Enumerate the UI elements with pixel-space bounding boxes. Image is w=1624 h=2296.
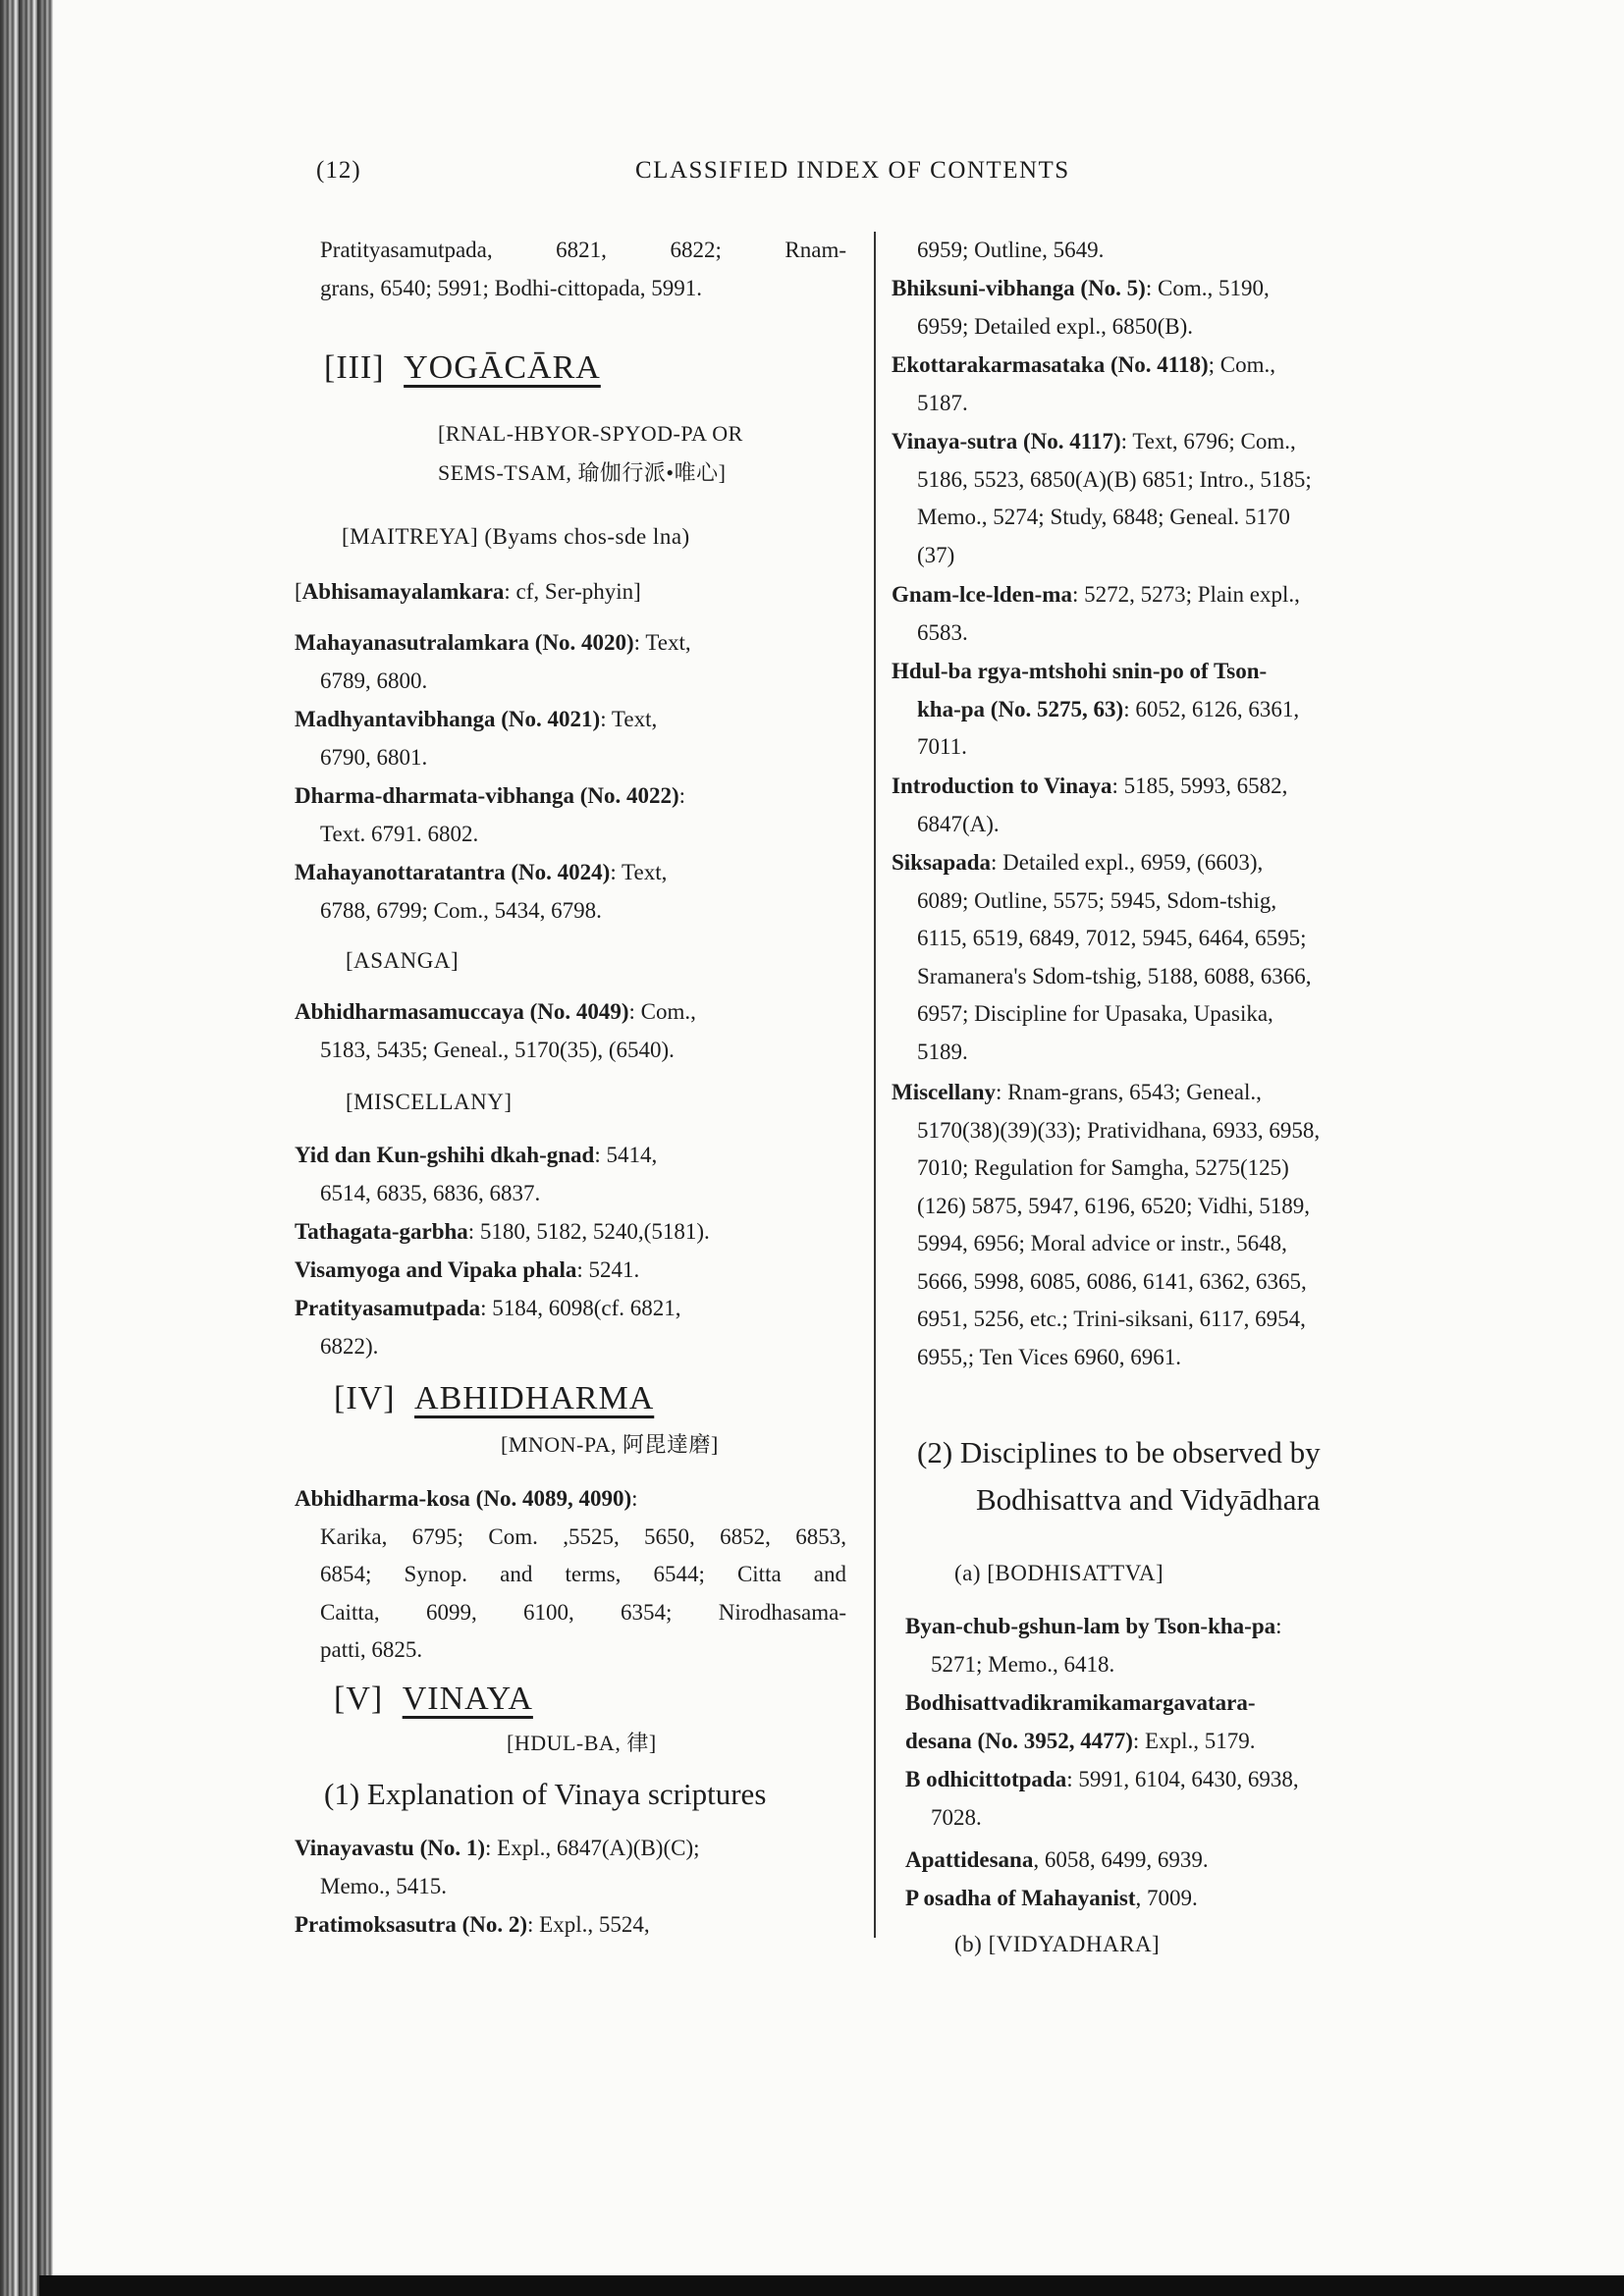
intro-line-2: grans, 6540; 5991; Bodhi-cittopada, 5991. [320, 275, 703, 300]
entry-continuation: Memo., 5274; Study, 6848; Geneal. 5170 [917, 505, 1290, 529]
entry-continuation: 5666, 5998, 6085, 6086, 6141, 6362, 6365, [917, 1268, 1307, 1294]
entry-title: Introduction to Vinaya [892, 774, 1112, 798]
entry-bhiksuni-vibhanga [892, 270, 1443, 346]
entry-posadha [905, 1880, 1457, 1918]
entry-apattidesana [905, 1842, 1457, 1880]
entry-rest: : Expl., 5524, [527, 1912, 650, 1937]
entry-rest: : Text, [633, 630, 691, 655]
section-roman: [IV] [334, 1380, 396, 1416]
continued-entry [892, 232, 1443, 270]
entry-continuation: Text. 6791. 6802. [320, 821, 479, 846]
maitreya-heading: [MAITREYA] (Byams chos-sde lna) [342, 524, 690, 549]
entry-rest: : Expl., 6847(A)(B)(C); [485, 1836, 700, 1860]
entry-vinayavastu [295, 1830, 846, 1905]
entry-miscellany [892, 1074, 1443, 1376]
entry-title: Apattidesana [905, 1847, 1034, 1872]
entry-rest: : [678, 783, 686, 808]
entry-continuation: 6788, 6799; Com., 5434, 6798. [320, 897, 602, 923]
subsection-explanation: (1) Explanation of Vinaya scriptures [324, 1777, 767, 1811]
entry-continuation: 5183, 5435; Geneal., 5170(35), (6540). [320, 1037, 675, 1062]
entry-continuation: 6514, 6835, 6836, 6837. [320, 1180, 541, 1205]
entry-rest: , 7009. [1135, 1886, 1198, 1910]
entry-abhidharma-kosa [295, 1480, 846, 1670]
entry-continuation: (126) 5875, 5947, 6196, 6520; Vidhi, 5189, [917, 1193, 1311, 1218]
page-header [316, 157, 1298, 192]
entry-title: Gnam-lce-lden-ma [892, 582, 1072, 607]
running-title: CLASSIFIED INDEX OF CONTENTS [635, 157, 1070, 184]
entry-rest: : Text, [600, 707, 658, 731]
entry-ekottarakarmasataka [892, 347, 1443, 422]
section-iv-heading [334, 1380, 654, 1417]
entry-title: Mahayanottaratantra (No. 4024) [295, 860, 611, 884]
scan-bottom-edge [39, 2275, 1624, 2296]
entry-continuation: 6854; Synop. and terms, 6544; Citta and [320, 1562, 846, 1586]
entry-continuation: 6951, 5256, etc.; Trini-siksani, 6117, 6954, [917, 1307, 1306, 1331]
entry-title: Dharma-dharmata-vibhanga (No. 4022) [295, 783, 679, 808]
intro-entry [295, 232, 846, 307]
entry-continuation: 6957; Discipline for Upasaka, Upasika, [917, 1001, 1273, 1026]
vidyadhara-heading: (b) [VIDYADHARA] [954, 1932, 1161, 1956]
entry-continuation: patti, 6825. [320, 1637, 423, 1662]
entry-rest: : 5185, 5993, 6582, [1111, 774, 1288, 798]
subsection-line-2: Bodhisattva and Vidyādhara [976, 1482, 1321, 1517]
entry-tathagata-garbha [295, 1213, 846, 1252]
entry-continuation: Caitta, 6099, 6100, 6354; Nirodhasama- [320, 1599, 846, 1625]
entry-continuation: 7028. [931, 1804, 982, 1830]
entry-title-cont: desana (No. 3952, 4477) [905, 1728, 1133, 1753]
entry-continuation: 5170(38)(39)(33); Pratividhana, 6933, 6958, [917, 1117, 1321, 1143]
section-roman: [III] [324, 349, 385, 386]
entry-rest: : Text, [610, 860, 668, 884]
entry-mahayanottaratantra [295, 854, 846, 930]
entry-continuation: 6789, 6800. [320, 667, 428, 693]
entry-continuation: 6583. [917, 619, 968, 645]
entry-vinaya-sutra [892, 423, 1443, 574]
entry-title: Pratityasamutpada [295, 1296, 481, 1320]
entry-rest: : 5241. [576, 1257, 640, 1282]
section-iii-heading [324, 349, 601, 387]
entry-rest: : [631, 1486, 638, 1511]
entry-title-cont: kha-pa (No. 5275, 63) [917, 696, 1124, 721]
entry-rest: : cf, Ser-phyin] [504, 579, 641, 604]
entry-mahayanasutralamkara [295, 624, 846, 700]
entry-rest: : 6052, 6126, 6361, [1123, 696, 1300, 721]
entry-continuation: 6790, 6801. [320, 744, 428, 770]
section-roman: [V] [334, 1681, 384, 1717]
entry-title: Vinayavastu (No. 1) [295, 1836, 486, 1860]
section-iii-tibetan [438, 414, 743, 493]
entry-title: Yid dan Kun-gshihi dkah-gnad [295, 1143, 595, 1167]
entry-rest: : Text, 6796; Com., [1120, 429, 1296, 454]
entry-continuation: 5186, 5523, 6850(A)(B) 6851; Intro., 5185; [917, 466, 1312, 492]
section-v-heading [334, 1681, 533, 1718]
entry-continuation: 5189. [917, 1039, 968, 1064]
entry-title: Madhyantavibhanga (No. 4021) [295, 707, 601, 731]
entry-title: Siksapada [892, 850, 992, 875]
entry-continuation: 6822). [320, 1333, 379, 1359]
entry-title: Tathagata-garbha [295, 1219, 468, 1244]
entry-gnam-lce [892, 576, 1443, 652]
entry-continuation: Memo., 5415. [320, 1873, 448, 1898]
entry-yid-dan [295, 1137, 846, 1212]
entry-title: Abhidharmasamuccaya (No. 4049) [295, 999, 629, 1024]
entry-rest: : Com., 5190, [1145, 276, 1270, 300]
entry-title: Byan-chub-gshun-lam by Tson-kha-pa [905, 1614, 1276, 1638]
entry-rest: : Com., [628, 999, 696, 1024]
entry-pratimoksasutra [295, 1906, 846, 1945]
entry-rest: : Expl., 5179. [1132, 1728, 1256, 1753]
section-title: ABHIDHARMA [414, 1380, 655, 1416]
entry-introduction-vinaya [892, 768, 1443, 843]
bodhisattva-heading: (a) [BODHISATTVA] [954, 1561, 1164, 1585]
entry-continuation: 7010; Regulation for Samgha, 5275(125) [917, 1155, 1289, 1180]
entry-byan-chub [905, 1608, 1457, 1683]
entry-title: Ekottarakarmasataka (No. 4118) [892, 352, 1209, 377]
entry-dharma-dharmata [295, 777, 846, 853]
entry-continuation: 6847(A). [917, 811, 1000, 836]
entry-title: Vinaya-sutra (No. 4117) [892, 429, 1121, 454]
entry-title: Visamyoga and Vipaka phala [295, 1257, 577, 1282]
entry-bodhicittotpada [905, 1761, 1457, 1837]
entry-continuation: 5187. [917, 390, 968, 415]
entry-rest: : [1275, 1614, 1282, 1638]
entry-siksapada [892, 844, 1443, 1071]
entry-pratityasamutpada [295, 1290, 846, 1365]
entry-rest: : 5272, 5273; Plain expl., [1071, 582, 1300, 607]
entry-title: P osadha of Mahayanist [905, 1886, 1136, 1910]
column-divider [874, 232, 876, 1938]
page-number: (12) [316, 157, 361, 184]
scan-binding-edge [0, 0, 53, 2296]
entry-continuation: 6089; Outline, 5575; 5945, Sdom-tshig, [917, 887, 1277, 913]
entry-continuation: Sramanera's Sdom-tshig, 5188, 6088, 6366, [917, 963, 1312, 988]
section-title: VINAYA [402, 1681, 533, 1717]
entry-rest: : Detailed expl., 6959, (6603), [991, 850, 1264, 875]
section-v-tibetan: [HDUL-BA, 律] [507, 1731, 657, 1755]
section-title: YOGĀCĀRA [404, 349, 601, 386]
tib-line-2: SEMS-TSAM, 瑜伽行派•唯心] [438, 460, 727, 485]
miscellany-heading: [MISCELLANY] [346, 1090, 513, 1114]
entry-continuation: 5271; Memo., 6418. [931, 1651, 1115, 1677]
entry-continuation: Karika, 6795; Com. ,5525, 5650, 6852, 6853, [320, 1523, 846, 1549]
entry-title: B odhicittotpada [905, 1767, 1067, 1791]
entry-rest: : 5991, 6104, 6430, 6938, [1066, 1767, 1299, 1791]
intro-line-1: Pratityasamutpada, 6821, 6822; Rnam- [320, 238, 846, 262]
tib-line-1: [RNAL-HBYOR-SPYOD-PA OR [438, 421, 743, 446]
entry-rest: : 5414, [594, 1143, 658, 1167]
entry-title: Bodhisattvadikramikamargavatara- [905, 1690, 1256, 1715]
entry-rest: : Rnam-grans, 6543; Geneal., [996, 1080, 1262, 1104]
entry-madhyantavibhanga [295, 701, 846, 776]
section-iv-tibetan: [MNON-PA, 阿毘達磨] [501, 1432, 719, 1457]
entry-title: Mahayanasutralamkara (No. 4020) [295, 630, 634, 655]
entry-rest: : 5184, 6098(cf. 6821, [480, 1296, 681, 1320]
entry-visamyoga [295, 1252, 846, 1290]
entry-rest: ; Com., [1208, 352, 1276, 377]
subsection-line-1: (2) Disciplines to be observed by [917, 1435, 1321, 1469]
entry-continuation: 5994, 6956; Moral advice or instr., 5648, [917, 1231, 1287, 1255]
entry-title: Hdul-ba rgya-mtshohi snin-po of Tson- [892, 659, 1268, 683]
entry-title: Abhidharma-kosa (No. 4089, 4090) [295, 1486, 632, 1511]
entry-rest: : 5180, 5182, 5240,(5181). [467, 1219, 710, 1244]
entry-continuation: 6959; Detailed expl., 6850(B). [917, 313, 1194, 339]
entry-continuation: 6115, 6519, 6849, 7012, 5945, 6464, 6595; [917, 926, 1307, 950]
entry-bodhisattvadikramika [905, 1684, 1457, 1760]
entry-rest: , 6058, 6499, 6939. [1033, 1847, 1209, 1872]
entry-abhisamaya [295, 573, 846, 612]
entry-title: Abhisamayalamkara [301, 579, 505, 604]
entry-continuation: (37) [917, 542, 955, 567]
entry-title: Bhiksuni-vibhanga (No. 5) [892, 276, 1146, 300]
entry-continuation: 6959; Outline, 5649. [917, 238, 1105, 262]
asanga-heading: [ASANGA] [346, 948, 460, 973]
bracket-open: [ [295, 579, 302, 604]
entry-hdul-ba [892, 653, 1443, 767]
entry-continuation: 7011. [917, 734, 967, 759]
entry-continuation: 6955,; Ten Vices 6960, 6961. [917, 1344, 1181, 1369]
entry-title: Pratimoksasutra (No. 2) [295, 1912, 527, 1937]
entry-title: Miscellany [892, 1080, 997, 1104]
entry-abhidharmasamuccaya [295, 993, 846, 1069]
subsection-disciplines [917, 1429, 1321, 1523]
